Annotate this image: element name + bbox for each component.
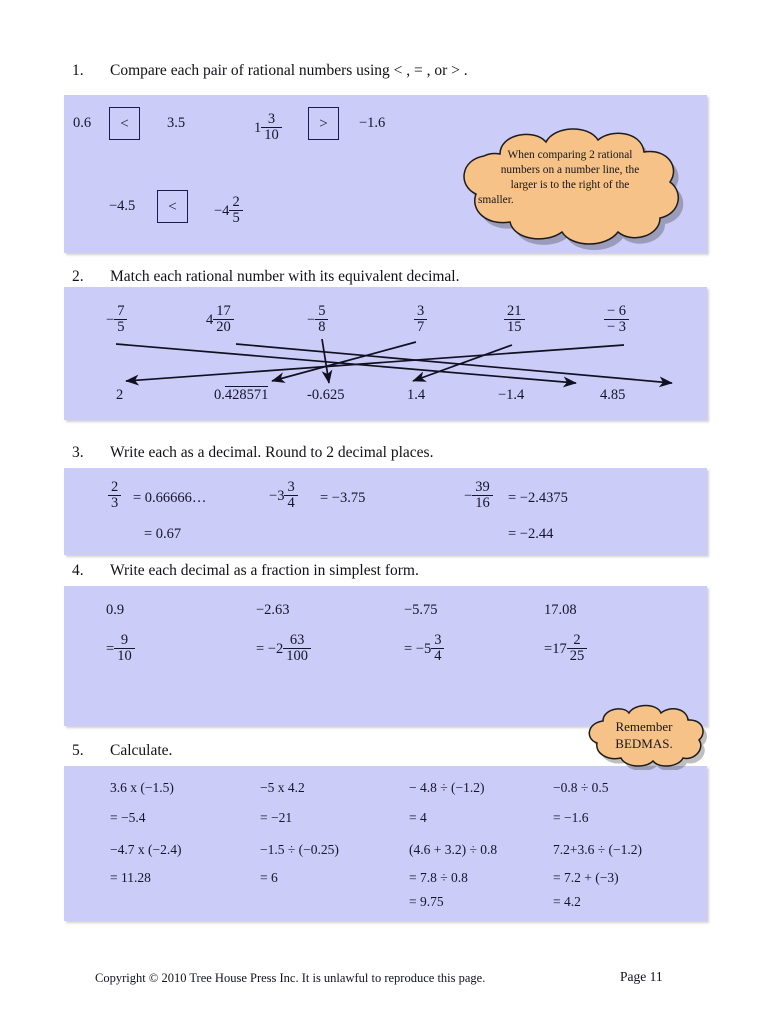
q4-item1-answer [106, 634, 135, 665]
q2-decimal-2: 0.428571 [214, 387, 269, 403]
q3-item3-equals-line1: = −2.4375 [508, 490, 568, 506]
equals-prefix: = − [404, 640, 424, 657]
q5-col3-line3: (4.6 + 3.2) ÷ 0.8 [409, 842, 498, 857]
q4-item3-answer [404, 634, 444, 665]
fraction [114, 633, 135, 664]
denominator: 20 [216, 319, 231, 336]
denominator: 7 [417, 319, 425, 336]
numerator: 2 [229, 195, 242, 211]
q1-pair3-right-fraction [229, 195, 242, 226]
q1-pair2-left-fraction [261, 112, 282, 143]
q5-col3-line5: = 9.75 [409, 894, 444, 909]
question-3-panel [64, 468, 707, 555]
whole: 3 [277, 487, 285, 504]
q5-col4-line3: 7.2+3.6 ÷ (−1.2) [553, 842, 643, 857]
question-1-prompt: Compare each pair of rational numbers using < , = , or > . [110, 62, 468, 79]
question-3-number: 3. [72, 444, 84, 461]
q5-col4-line1: −0.8 ÷ 0.5 [553, 780, 609, 795]
q2-fraction-3 [307, 305, 328, 336]
numerator: 3 [431, 633, 444, 649]
denominator: 10 [264, 127, 279, 144]
q1-pair2-left-whole: 1 [254, 119, 262, 136]
q5-col4-line2: = −1.6 [553, 810, 589, 825]
q1-pair3-operator-box[interactable]: < [157, 190, 188, 223]
denominator: 5 [232, 210, 240, 227]
q5-col2-line4: = 6 [260, 870, 278, 885]
equals-prefix: = [544, 640, 553, 657]
bedmas-tip-cloud [578, 700, 708, 770]
q5-col1-line2: = −5.4 [110, 810, 146, 825]
equals-prefix: = − [256, 640, 276, 657]
denominator: 16 [475, 495, 490, 512]
denominator: 8 [318, 319, 326, 336]
denominator: 4 [434, 648, 442, 665]
equals-prefix: = [106, 640, 115, 657]
denominator: 100 [286, 648, 308, 665]
fraction [108, 480, 121, 511]
q1-pair2-left [254, 113, 282, 144]
q5-col3-line4: = 7.8 ÷ 0.8 [409, 870, 468, 885]
q2-decimal-1: 2 [116, 387, 124, 403]
q1-pair3-right [214, 196, 243, 227]
q5-col2-line3: −1.5 ÷ (−0.25) [260, 842, 339, 857]
fraction [213, 304, 234, 335]
q2-fraction-2 [206, 305, 234, 336]
footer-copyright: Copyright © 2010 Tree House Press Inc. It is unlawful to reproduce this page. [95, 971, 486, 985]
cloud-line: smaller. [478, 194, 514, 207]
q5-col1-line4: = 11.28 [110, 870, 151, 885]
fraction [472, 480, 493, 511]
q1-pair1-left: 0.6 [73, 115, 92, 131]
q3-item1-fraction [108, 481, 121, 512]
q2-decimal-4: 1.4 [407, 387, 426, 403]
numerator: 17 [213, 304, 234, 320]
q3-item2-equals-line1: = −3.75 [320, 490, 366, 506]
denominator: 5 [117, 319, 125, 336]
q1-pair3-right-whole: −4 [214, 202, 230, 219]
q1-pair1-operator-box[interactable]: < [109, 107, 140, 140]
q3-item1-equals-line1: = 0.66666… [133, 490, 207, 506]
numerator: 2 [108, 480, 121, 496]
fraction [315, 304, 328, 335]
question-5-panel [64, 766, 707, 921]
question-2-prompt: Match each rational number with its equivalent decimal. [110, 268, 460, 285]
fraction [504, 304, 525, 335]
denominator: 4 [287, 495, 295, 512]
sign: − [269, 487, 278, 504]
whole: 4 [206, 311, 214, 328]
denominator: 3 [111, 495, 119, 512]
cloud-line: numbers on a number line, the [500, 164, 640, 177]
sign: − [464, 487, 473, 504]
repeating-overline: 428571 [224, 387, 269, 403]
q2-fraction-1 [106, 305, 127, 336]
q5-col3-line1: − 4.8 ÷ (−1.2) [409, 780, 485, 795]
q4-item2-decimal: −2.63 [256, 602, 290, 618]
q5-col1-line3: −4.7 x (−2.4) [110, 842, 182, 857]
cloud-line: Remember [615, 719, 673, 734]
q2-decimal-3: -0.625 [307, 387, 345, 403]
q3-item3-fraction [464, 481, 493, 512]
bedmas-tip-text [592, 718, 696, 752]
q5-col1-line1: 3.6 x (−1.5) [110, 780, 174, 795]
q2-decimal-5: −1.4 [498, 387, 525, 403]
q4-item1-decimal: 0.9 [106, 602, 125, 618]
q5-col2-line1: −5 x 4.2 [260, 780, 305, 795]
q5-col4-line4: = 7.2 + (−3) [553, 870, 619, 885]
numerator: 9 [114, 633, 135, 649]
cloud-line: BEDMAS. [615, 736, 673, 752]
fraction [284, 480, 297, 511]
question-2-number: 2. [72, 268, 84, 285]
q5-col2-line2: = −21 [260, 810, 293, 825]
sign: − [307, 311, 316, 328]
numerator: 3 [414, 304, 427, 320]
sign: − [106, 311, 115, 328]
numerator: 63 [283, 633, 311, 649]
fraction [604, 304, 629, 335]
denominator: 10 [117, 648, 132, 665]
q1-pair1-right: 3.5 [167, 115, 186, 131]
question-4-prompt: Write each decimal as a fraction in simplest form. [110, 562, 419, 579]
question-5-number: 5. [72, 742, 84, 759]
q1-pair2-right: −1.6 [359, 115, 386, 131]
q5-col4-line5: = 4.2 [553, 894, 581, 909]
numerator: 2 [567, 633, 588, 649]
numerator: 7 [114, 304, 127, 320]
fraction [431, 633, 444, 664]
fraction [567, 633, 588, 664]
q2-fraction-6 [604, 305, 629, 336]
numerator: 3 [261, 112, 282, 128]
q3-item2-fraction [269, 481, 298, 512]
numerator: 21 [504, 304, 525, 320]
whole: 5 [423, 640, 432, 657]
q4-item4-answer [544, 634, 587, 665]
question-1-number: 1. [72, 62, 84, 79]
question-3-prompt: Write each as a decimal. Round to 2 decimal places. [110, 444, 434, 461]
cloud-line: larger is to the right of the [510, 179, 630, 192]
denominator: 25 [569, 648, 585, 665]
footer-page-number: Page 11 [620, 969, 663, 984]
question-4-number: 4. [72, 562, 84, 579]
q2-decimal-6: 4.85 [600, 387, 626, 403]
whole: 2 [275, 640, 284, 657]
q2-fraction-4 [414, 305, 427, 336]
denominator: − 3 [607, 319, 627, 336]
fraction [414, 304, 427, 335]
fraction [114, 304, 127, 335]
cloud-line: When comparing 2 rational [507, 149, 633, 161]
q1-pair3-left: −4.5 [109, 198, 136, 214]
q4-item3-decimal: −5.75 [404, 602, 438, 618]
q4-item4-decimal: 17.08 [544, 602, 577, 618]
q3-item3-equals-line2: = −2.44 [508, 526, 554, 542]
whole: 17 [552, 640, 567, 657]
numerator: 39 [472, 480, 493, 496]
numerator: − 6 [604, 304, 629, 320]
numerator: 5 [315, 304, 328, 320]
question-5-prompt: Calculate. [110, 742, 173, 759]
comparing-tip-cloud [450, 118, 700, 250]
q3-item1-equals-line2: = 0.67 [144, 526, 182, 542]
q5-col3-line2: = 4 [409, 810, 427, 825]
q1-pair2-operator-box[interactable]: > [308, 107, 339, 140]
question-2-panel [64, 287, 707, 420]
denominator: 15 [507, 319, 522, 336]
numerator: 3 [284, 480, 297, 496]
comparing-tip-text [472, 148, 668, 209]
fraction [283, 633, 311, 664]
q4-item2-answer [256, 634, 311, 665]
q2-fraction-5 [504, 305, 525, 336]
